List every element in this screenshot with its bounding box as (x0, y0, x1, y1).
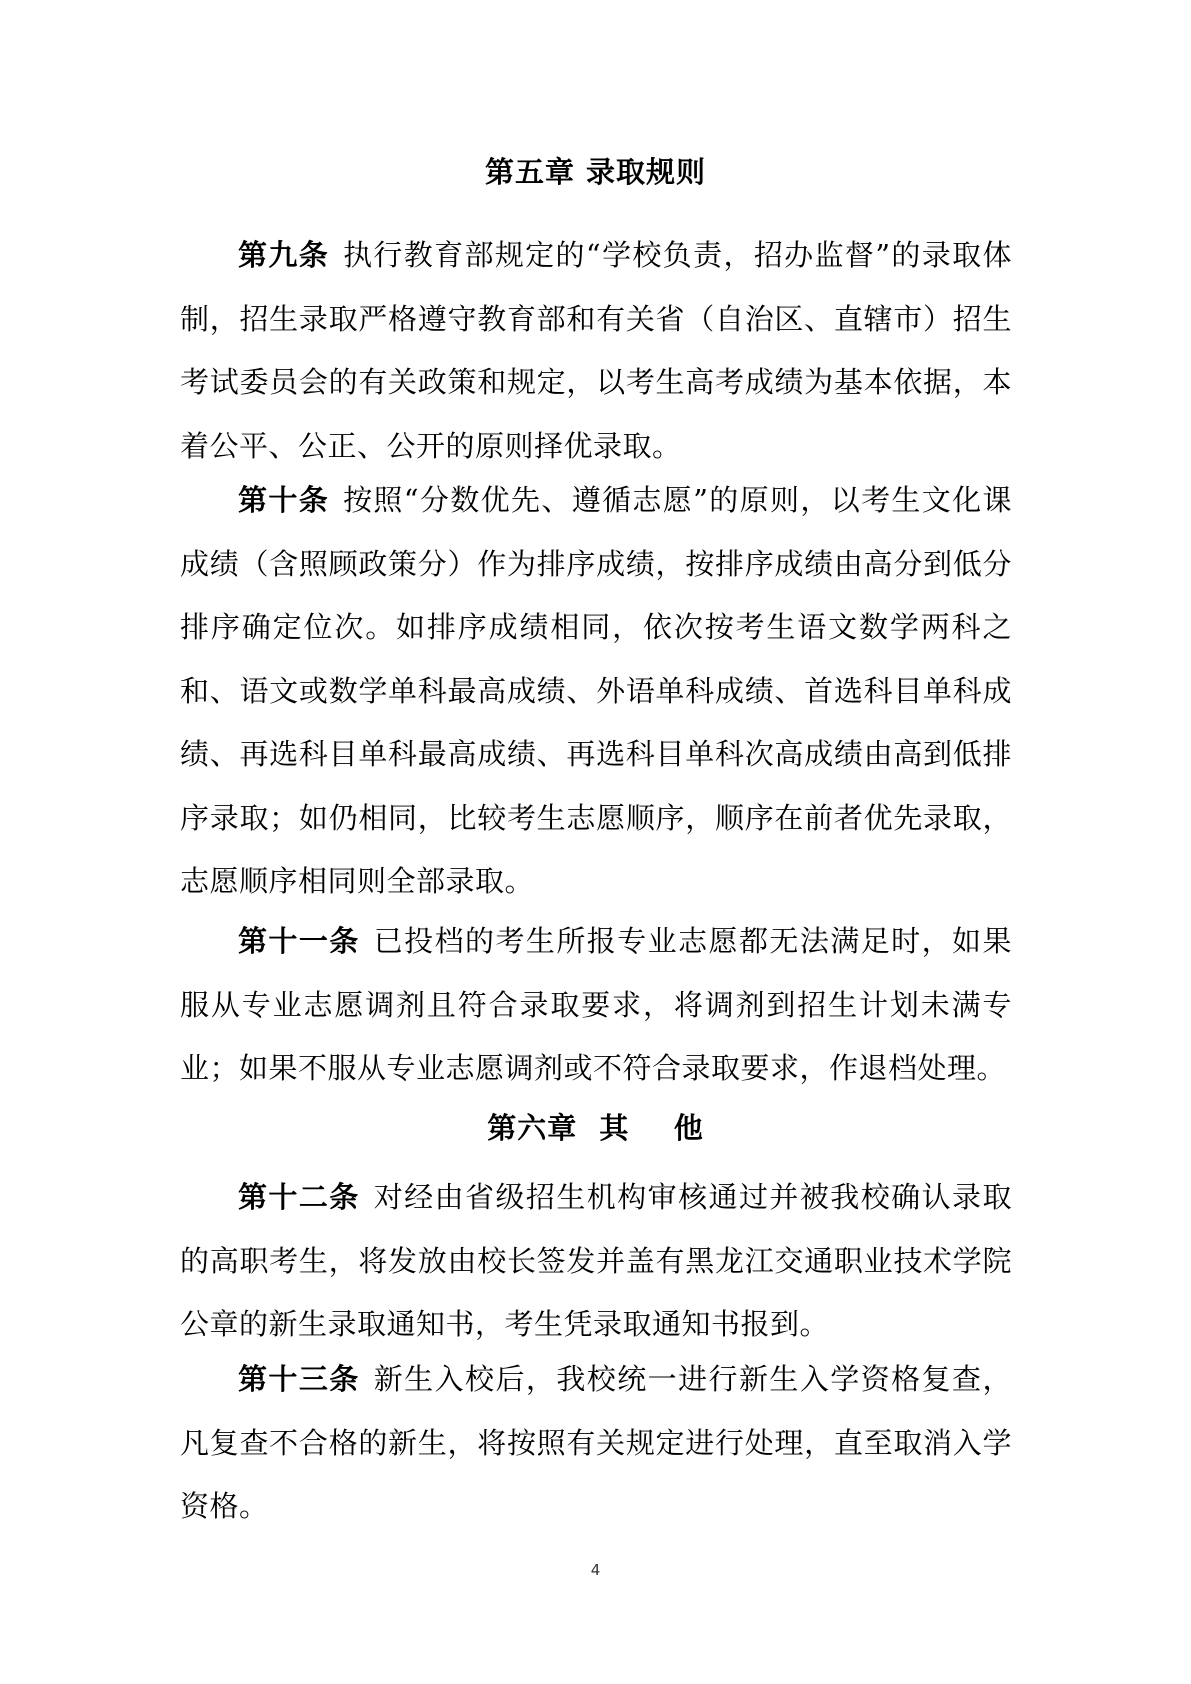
page-number: 4 (590, 1561, 601, 1579)
article-paragraph (180, 1348, 1012, 1539)
article-text: 按照“分数优先、遵循志愿”的原则，以考生文化课成绩（含照顾政策分）作为排序成绩，按排序成绩由高分到低分排序确定位次。如排序成绩相同，依次按考生语文数学两科之和、语文或数学单科最高成绩、外语单科成绩、首选科目单科成绩、再选科目单科最高成绩、再选科目单科次高成绩由高到低排序录取；如仍相同，比较考生志愿顺序，顺序在前者优先录取，志愿顺序相同则全部录取。 (180, 483, 1012, 898)
article-label: 第十二条 (238, 1180, 360, 1214)
chapter-heading: 第五章 录取规则 (484, 155, 707, 189)
article-label: 第十一条 (238, 924, 360, 958)
article-label: 第十三条 (238, 1362, 360, 1396)
article-text: 执行教育部规定的“学校负责，招办监督”的录取体制，招生录取严格遵守教育部和有关省（自治区、直辖市）招生考试委员会的有关政策和规定，以考生高考成绩为基本依据，本着公平、公正、公开的原则择优录取。 (180, 238, 1012, 463)
article-text: 新生入校后，我校统一进行新生入学资格复查，凡复查不合格的新生，将按照有关规定进行处理，直至取消入学资格。 (180, 1362, 1012, 1523)
article-paragraph (180, 910, 1012, 1101)
article-paragraph (180, 1166, 1012, 1357)
article-paragraph (180, 469, 1012, 914)
article-paragraph (180, 224, 1012, 478)
article-label: 第九条 (238, 238, 330, 272)
article-label: 第十条 (238, 483, 330, 517)
chapter-heading: 第六章 其 他 (487, 1111, 704, 1145)
article-text: 对经由省级招生机构审核通过并被我校确认录取的高职考生，将发放由校长签发并盖有黑龙江交通职业技术学院公章的新生录取通知书，考生凭录取通知书报到。 (180, 1180, 1012, 1341)
article-text: 已投档的考生所报专业志愿都无法满足时，如果服从专业志愿调剂且符合录取要求，将调剂到招生计划未满专业；如果不服从专业志愿调剂或不符合录取要求，作退档处理。 (180, 924, 1012, 1085)
